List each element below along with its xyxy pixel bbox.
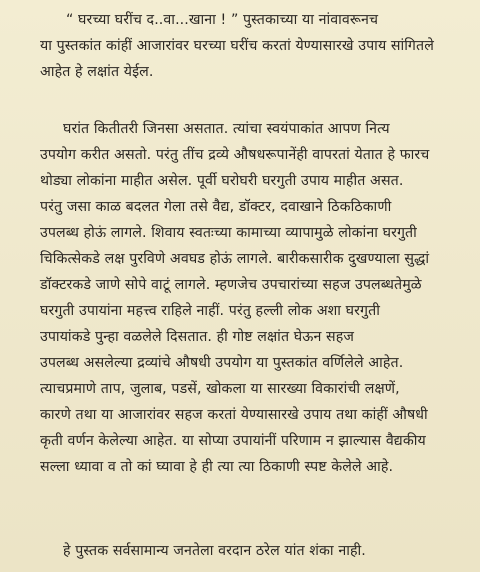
text-line: उपलब्ध असलेल्या द्रव्यांचे औषधी उपयोग या पुस्तकांत वर्णिलेले आहेत.	[40, 355, 404, 371]
text-line: सल्ला ध्यावा व तो कां घ्यावा हे ही त्या त्या ठिकाणी स्पष्ट केलेले आहे.	[40, 459, 394, 475]
text-line: उपयोग करीत असतो. परंतु तींच द्रव्ये औषधरूपानेंही वापरतां येतात हे फारच	[40, 147, 430, 163]
text-line: या पुस्तकांत कांहीं आजारांवर घरच्या घरींच करतां येण्यासारखे उपाय सांगितले	[40, 38, 434, 54]
text-line: उपलब्ध होऊं लागले. शिवाय स्वतःच्या कामाच्या व्यापामुळे लोकांना घरगुती	[40, 225, 417, 241]
text-line: कारणे तथा या आजारांवर सहज करतां येण्यासारखे उपाय तथा कांहीं औषधी	[40, 407, 428, 423]
text-line: थोड्या लोकांना माहीत असेल. पूर्वी घरोघरी घरगुती उपाय माहीत असत.	[40, 173, 404, 189]
text-line: घरगुती उपायांना महत्त्व राहिले नाहीं. परंतु हल्ली लोक अशा घरगुती	[40, 303, 380, 319]
text-line: डॉक्टरकडे जाणे सोपे वाटूं लागले. म्हणजेच उपचारांच्या सहज उपलब्धतेमुळे	[40, 277, 422, 293]
text-line: हे पुस्तक सर्वसामान्य जनतेला वरदान ठरेल यांत शंका नाही.	[63, 543, 366, 559]
text-line: घरांत कितीतरी जिनसा असतात. त्यांचा स्वयंपाकांत आपण नित्य	[63, 121, 390, 137]
text-line: चिकित्सेकडे लक्ष पुरविणे अवघड होऊं लागले. बारीकसारीक दुखण्याला सुद्धां	[40, 251, 430, 267]
text-line: उपायांकडे पुन्हा वळलेले दिसतात. ही गोष्ट लक्षांत घेऊन सहज	[40, 329, 355, 345]
text-line: “ घरच्या घरींच द..वा...खाना ! ” पुस्तकाच्या या नांवावरूनच	[66, 12, 379, 28]
text-line: त्याचप्रमाणे ताप, जुलाब, पडसें, खोकला या सारख्या विकारांची लक्षणें,	[40, 381, 400, 397]
text-line: परंतु जसा काळ बदलत गेला तसे वैद्य, डॉक्टर, दवाखाने ठिकठिकाणी	[40, 199, 392, 215]
text-line: आहेत हे लक्षांत येईल.	[40, 64, 154, 80]
text-line: कृती वर्णन केलेल्या आहेत. या सोप्या उपायांनीं परिणाम न झाल्यास वैद्यकीय	[40, 433, 426, 449]
